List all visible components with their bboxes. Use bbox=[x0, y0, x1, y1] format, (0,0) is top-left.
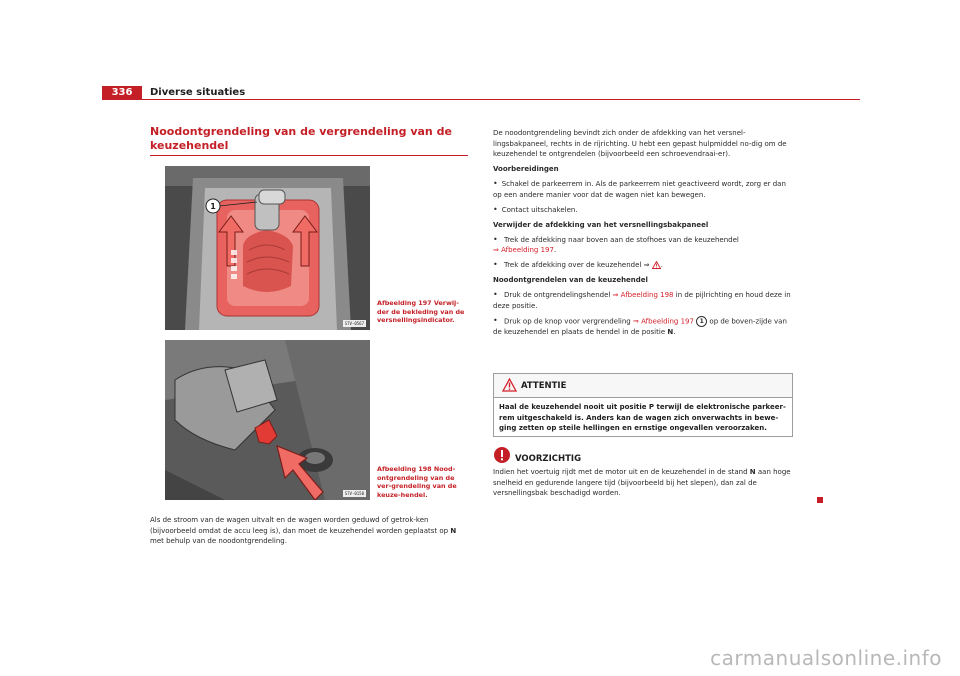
gear-selector-illustration bbox=[165, 166, 370, 330]
figure-197 bbox=[165, 166, 370, 330]
watermark: carmanualsonline.info bbox=[710, 646, 942, 670]
figure-197-caption: Afbeelding 197 Verwij-der de bekleding van de versnellingsindicator. bbox=[377, 299, 465, 325]
warning-box bbox=[493, 373, 793, 437]
note-text: Indien het voertuig rijdt met de motor uit en de keuzehendel in de stand N aan hoge snelheid en gedurende langere tijd (bijvoorbeeld bij het slepen), dan zal de versnellingsbak beschadigd worden. bbox=[493, 468, 791, 497]
prep-heading: Voorbereidingen bbox=[493, 165, 559, 173]
callout-number: 1 bbox=[696, 316, 707, 327]
remove-heading: Verwijder de afdekking van het versnellingsbakpaneel bbox=[493, 220, 709, 229]
list-item: • Trek de afdekking naar boven aan de stofhoes van de keuzehendel ⇒ Afbeelding 197. bbox=[493, 235, 791, 256]
figure-198-link[interactable]: ⇒ Afbeelding 198 bbox=[612, 291, 674, 299]
figure-198 bbox=[165, 340, 370, 500]
section-end-mark bbox=[817, 497, 823, 503]
intro-paragraph: De noodontgrendeling bevindt zich onder de afdekking van het versnel-lingsbakpaneel, rechts in de rijrichting. U hebt een gepast hulpmiddel no-dig om de keuzehendel te ontgrendelen (bijvoorbeeld een schroevendraai-er). bbox=[493, 129, 787, 158]
warning-title: ATTENTIE bbox=[521, 381, 567, 391]
section-title: Diverse situaties bbox=[150, 87, 246, 98]
figure-197-link[interactable]: ⇒ Afbeelding 197 bbox=[493, 246, 554, 254]
note-title: VOORZICHTIG bbox=[515, 454, 582, 464]
instructions-column bbox=[493, 128, 791, 342]
list-item: • Contact uitschakelen. bbox=[493, 205, 791, 216]
list-item: • Schakel de parkeerrem in. Als de parkeerrem niet geactiveerd wordt, zorg er dan op een andere manier voor dat de wagen niet kan bewegen. bbox=[493, 179, 791, 200]
figure-197-link[interactable]: ⇒ Afbeelding 197 bbox=[632, 317, 694, 325]
list-item: • Druk op de knop voor vergrendeling ⇒ Afbeelding 197 1 op de boven-zijde van de keuzehendel en plaats de hendel in de positie N. bbox=[493, 316, 791, 338]
warning-text: Haal de keuzehendel nooit uit positie P terwijl de elektronische parkeer-rem uitgeschakeld is. Anders kan de wagen zich onverwachts in bewe-ging zetten op steile hellingen en ernstige ongevallen veroorzaken. bbox=[499, 403, 786, 432]
emergency-release-illustration bbox=[165, 340, 370, 500]
list-item: • Trek de afdekking over de keuzehendel ⇒ . bbox=[493, 260, 791, 271]
figure-code: S7V-0567 bbox=[344, 321, 364, 326]
caution-icon bbox=[493, 446, 511, 464]
header-rule bbox=[142, 99, 860, 100]
page-heading: Noodontgrendeling van de vergrendeling van de keuzehendel bbox=[150, 125, 452, 152]
warning-header bbox=[494, 374, 792, 398]
figure-code: S7V-0150 bbox=[344, 491, 364, 496]
warning-icon[interactable] bbox=[652, 261, 661, 269]
heading-rule bbox=[150, 155, 468, 156]
figure-198-caption: Afbeelding 198 Nood-ontgrendeling van de ver-grendeling van de keuze-hendel. bbox=[377, 465, 457, 499]
list-item: • Druk de ontgrendelingshendel ⇒ Afbeelding 198 in de pijlrichting en houd deze in deze positie. bbox=[493, 290, 791, 311]
power-failure-paragraph: Als de stroom van de wagen uitvalt en de wagen worden geduwd of getrok-ken (bijvoorbeeld omdat de accu leeg is), dan moet de keuzehendel worden geplaatst op N met behulp van de noodontgrendeling. bbox=[150, 516, 457, 545]
callout-1: 1 bbox=[210, 202, 216, 211]
unlock-heading: Noodontgrendelen van de keuzehendel bbox=[493, 276, 648, 284]
page-number: 336 bbox=[102, 86, 142, 100]
warning-triangle-icon bbox=[502, 378, 517, 392]
